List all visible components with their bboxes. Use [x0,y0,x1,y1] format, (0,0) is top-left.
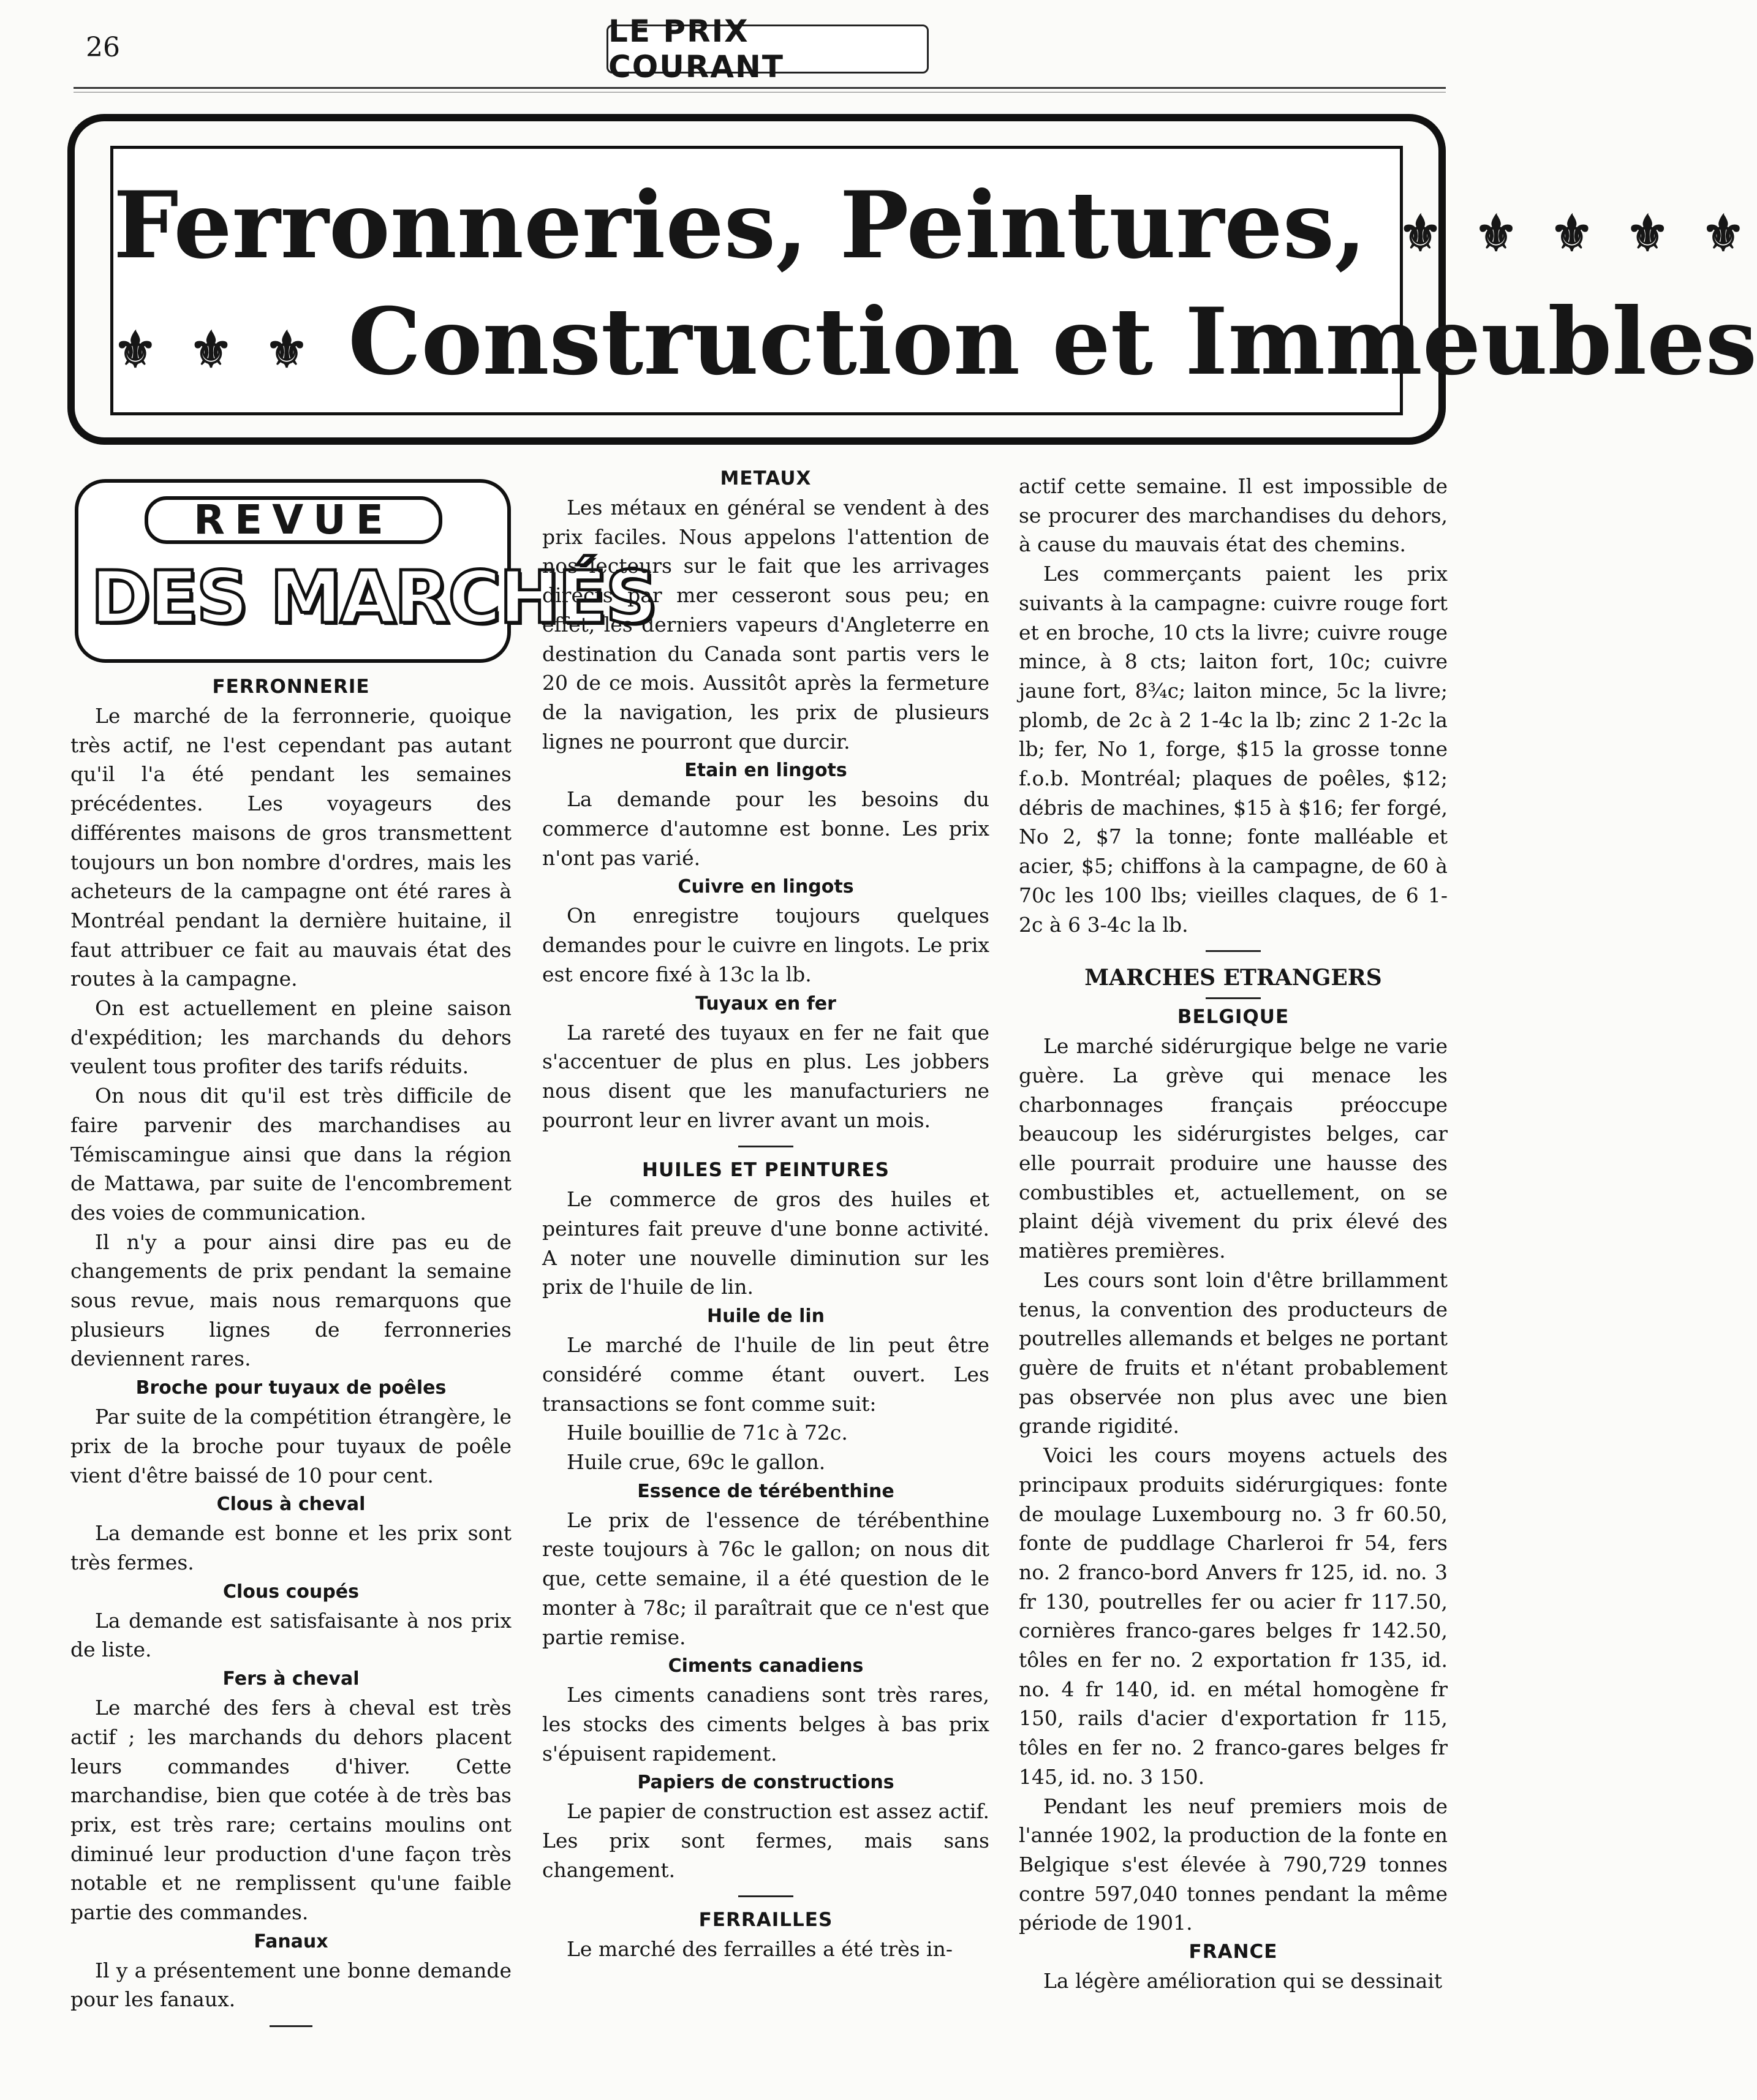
paragraph: On nous dit qu'il est très difficile de faire parvenir des marchandises au Témiscamingue ainsi que dans la région de Mattawa, par suite de l'encombrement des voies de communication. [70,1084,512,1225]
paragraph: On enregistre toujours quelques demandes pour le cuivre en lingots. Le prix est encore fixé à 13c la lb. [542,904,989,986]
subheading-clous-cheval: Clous à cheval [216,1494,366,1516]
paragraph: Le commerce de gros des huiles et peintures fait preuve d'une bonne activité. A noter une nouvelle diminution sur les prix de l'huile de lin. [542,1187,989,1299]
heading-metaux: METAUX [720,467,812,489]
header-rule [74,87,1446,89]
paragraph: Le marché des ferrailles a été très in- [567,1937,953,1962]
des-marches-label: DES MARCHÉS [91,555,656,640]
paragraph: Le marché de la ferronnerie, quoique très actif, ne l'est cependant pas autant qu'il l'a été pendant les semaines précédentes. Les voyageurs des différentes maisons de gros transmettent toujours un bon nombre d'ordres, mais les acheteurs de la campagne ont été rares à Montréal pendant la dernière huitaine, il faut attribuer ce fait au mauvais état des routes à la campagne. [70,704,512,991]
paragraph: Les cours sont loin d'être brillamment tenus, la convention des producteurs de poutrelles allemands et belges ne portant guère de fruits et n'étant probablement pas observée non plus avec une bien grande rigidité. [1019,1267,1448,1438]
column-1 [70,673,512,2014]
paragraph: On est actuellement en pleine saison d'expédition; les marchands du dehors veulent tous profiter des tarifs réduits. [70,996,512,1079]
paragraph: La demande est satisfaisante à nos prix de liste. [70,1608,512,1662]
heading-huiles-peintures: HUILES ET PEINTURES [642,1159,890,1182]
heading-marches-etrangers: MARCHES ETRANGERS [1084,965,1382,991]
section-separator [1206,997,1261,999]
banner-title-text1: Ferronneries, Peintures, [113,172,1367,279]
banner-title-line1 [113,172,1753,285]
subheading-etain: Etain en lingots [684,760,847,782]
paragraph: La rareté des tuyaux en fer ne fait que s'accentuer de plus en plus. Les jobbers nous disent que les manufacturiers ne pourront leur en livrer avant un mois. [542,1020,989,1132]
paragraph: Il y a présentement une bonne demande pour les fanaux. [70,1958,512,2012]
subheading-clous-coupes: Clous coupés [223,1581,359,1603]
paragraph: actif cette semaine. Il est impossible de se procurer des marchandises du dehors, à cause du mauvais état des chemins. [1019,474,1448,557]
paragraph: La demande est bonne et les prix sont très fermes. [70,1521,512,1574]
heading-france: FRANCE [1188,1941,1278,1963]
revue-label: REVUE [145,496,442,544]
subheading-fers-cheval: Fers à cheval [222,1668,360,1690]
masthead-logo: LE PRIX COURANT [606,25,929,74]
paragraph: Pendant les neuf premiers mois de l'année 1902, la production de la fonte en Belgique s'est élevée à 790,729 tonnes contre 597,040 tonnes pendant la même période de 1901. [1019,1794,1448,1935]
revue-des-marches-logo [75,479,656,663]
column-end-rule [270,2025,312,2027]
paragraph: Le papier de construction est assez actif. Les prix sont fermes, mais sans changement. [542,1799,989,1882]
subheading-fanaux: Fanaux [254,1930,328,1952]
section-banner [67,114,1757,445]
paragraph: Le marché sidérurgique belge ne varie guère. La grève qui menace les charbonnages français préoccupe beaucoup les sidérurgistes belges, car elle pourrait produire une hausse des combustibles et, actuellement, on se plaint déjà vivement du prix élevé des matières premières. [1019,1034,1448,1263]
subheading-huile-lin: Huile de lin [706,1305,825,1328]
paragraph: Voici les cours moyens actuels des principaux produits sidérurgiques: fonte de moulage Luxembourg no. 3 fr 60.50, fonte de puddlage Charleroi fr 54, fers no. 2 franco-bord Anvers fr 125, id. no. 3 fr 130, poutrelles fer ou acier fr 117.50, cornières franco-gares belges fr 142.50, tôles en fer no. 2 exportation fr 135, id. no. 4 fr 140, id. en métal homogène fr 150, rails d'acier d'exportation fr 115, tôles en fer no. 2 franco-gares belges fr 145, id. no. 3 150. [1019,1443,1448,1789]
subheading-essence: Essence de térébenthine [637,1480,894,1502]
subheading-papiers: Papiers de constructions [637,1772,894,1794]
paragraph: Par suite de la compétition étrangère, le prix de la broche pour tuyaux de poêle vient d'être baissé de 10 pour cent. [70,1405,512,1487]
section-banner-inner [110,146,1757,415]
price-line: Huile crue, 69c le gallon. [567,1449,826,1474]
paragraph: Le prix de l'essence de térébenthine reste toujours à 76c le gallon; on nous dit que, cette semaine, il a été question de le monter à 78c; il paraîtrait que ce n'est que partie remise. [542,1508,989,1649]
paragraph: La légère amélioration qui se dessinait [1043,1969,1443,1993]
section-separator [1206,950,1261,952]
section-separator [738,1895,793,1897]
heading-ferronnerie: FERRONNERIE [212,676,370,698]
paragraph: Le marché des fers à cheval est très actif ; les marchands du dehors placent leurs commandes d'hiver. Cette marchandise, bien que cotée à de très bas prix, est très rare; certains moulins ont diminué leur production d'une façon très notable et ne remplissent qu'une faible partie des commandes. [70,1696,512,1925]
section-separator [738,1146,793,1147]
paragraph: Il n'y a pour ainsi dire pas eu de changements de prix pendant la semaine sous revue, mais nous remarquons que plusieurs lignes de ferronneries deviennent rares. [70,1229,512,1371]
banner-title-text2: Construction et Immeubles [348,288,1757,396]
subheading-cuivre: Cuivre en lingots [678,876,854,898]
header-rule-thin [74,92,1446,93]
column-2 [542,464,989,1964]
paragraph: Les métaux en général se vendent à des prix faciles. Nous appelons l'attention de nos lecteurs sur le fait que les arrivages directs par mer cesseront sous peu; en effet, les derniers vapeurs d'Angleterre en destination du Canada sont partis vers le 20 de ce mois. Aussitôt après la fermeture de la navigation, les prix de plusieurs lignes ne pourront que durcir. [542,496,989,754]
subheading-tuyaux: Tuyaux en fer [695,992,836,1014]
paragraph: Les ciments canadiens sont très rares, les stocks des ciments belges à bas prix s'épuisent rapidement. [542,1683,989,1766]
subheading-ciments: Ciments canadiens [668,1655,864,1677]
heading-belgique: BELGIQUE [1177,1006,1290,1029]
fleur-de-lis-icon: ⚜ ⚜ ⚜ ⚜ ⚜ [1398,205,1753,263]
banner-title-line2 [113,288,1757,402]
fleur-de-lis-icon: ⚜ ⚜ ⚜ [113,321,316,379]
subheading-broche: Broche pour tuyaux de poêles [135,1377,447,1399]
column-3 [1019,472,1448,1996]
price-line: Huile bouillie de 71c à 72c. [567,1421,848,1445]
paragraph: La demande pour les besoins du commerce d'automne est bonne. Les prix n'ont pas varié. [542,787,989,870]
paragraph: Le marché de l'huile de lin peut être considéré comme étant ouvert. Les transactions se font comme suit: [542,1333,989,1416]
page-number: 26 [86,32,120,63]
heading-ferrailles: FERRAILLES [698,1909,833,1932]
paragraph: Les commerçants paient les prix suivants à la campagne: cuivre rouge fort et en broche, 10 cts la livre; cuivre rouge mince, à 8 cts; laiton fort, 10c; cuivre jaune fort, 8¾c; laiton mince, 5c la livre; plomb, de 2c à 2 1-4c la lb; zinc 2 1-2c la lb; fer, No 1, forge, $15 la grosse tonne f.o.b. Montréal; plaques de poêles, $12; débris de machines, $15 à $16; fer forgé, No 2, $7 la tonne; fonte malléable et acier, $5; chiffons à la campagne, de 60 à 70c les 100 lbs; vieilles claques, de 6 1-2c à 6 3-4c la lb. [1019,562,1448,937]
